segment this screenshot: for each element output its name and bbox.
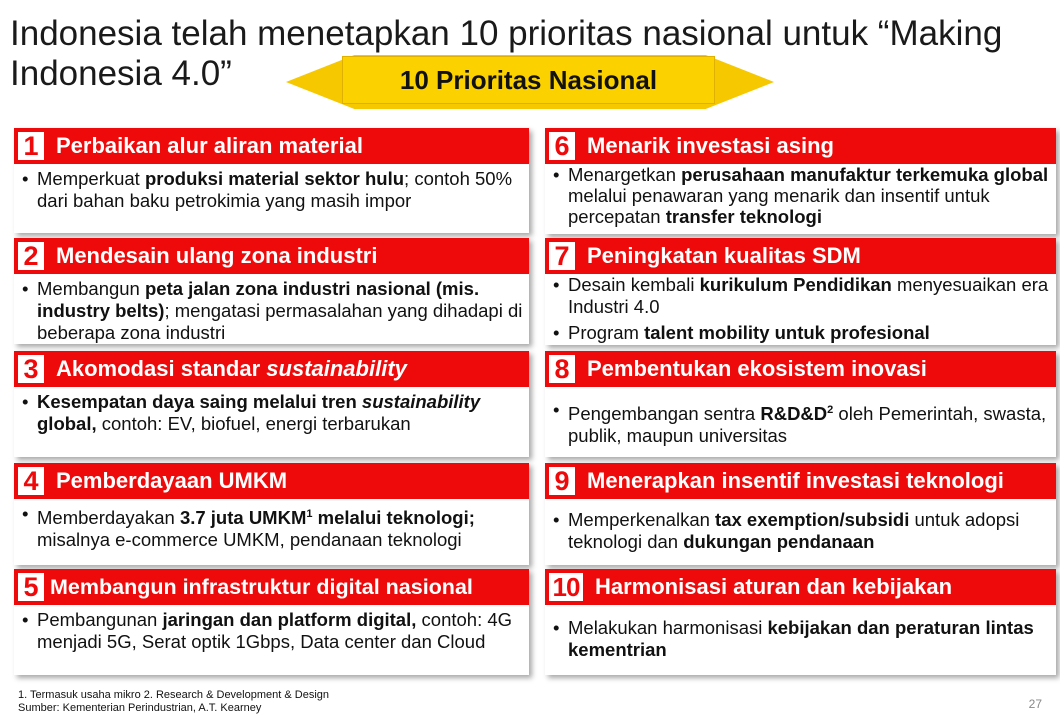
- priority-body: [551, 617, 1050, 671]
- priority-header: [14, 128, 529, 164]
- priority-card-5: [14, 569, 529, 675]
- priority-bullet: • Program talent mobility untuk profesional: [551, 322, 1050, 344]
- priority-bullet: • Memberdayakan 3.7 juta UMKM$^1$ melalui teknologi; misalnya e-commerce UMKM, pendanaan teknologi: [20, 503, 523, 551]
- priority-bullet: • Memperkenalkan tax exemption/subsidi untuk adopsi teknologi dan dukungan pendanaan: [551, 509, 1050, 553]
- priority-header: [545, 128, 1056, 164]
- priority-number: 6: [549, 132, 575, 160]
- priority-header: [545, 351, 1056, 387]
- priority-title: Menarik investasi asing: [587, 133, 834, 158]
- priority-header: [545, 238, 1056, 274]
- priority-title: Pemberdayaan UMKM: [56, 468, 288, 493]
- priority-title: Membangun infrastruktur digital nasional: [50, 574, 473, 599]
- priority-bullet: • Memperkuat produksi material sektor hulu; contoh 50% dari bahan baku petrokimia yang masih impor: [20, 168, 523, 212]
- priority-card-3: [14, 351, 529, 457]
- priority-card-10: [545, 569, 1056, 675]
- priority-bullet: • Kesempatan daya saing melalui tren sustainability global, contoh: EV, biofuel, energi terbarukan: [20, 391, 523, 435]
- priority-card-1: [14, 128, 529, 233]
- priority-title: Menerapkan insentif investasi teknologi: [587, 468, 1004, 493]
- priority-bullet: • Desain kembali kurikulum Pendidikan menyesuaikan era Industri 4.0: [551, 274, 1050, 318]
- priority-body: [551, 399, 1050, 453]
- priority-header: [14, 463, 529, 499]
- priority-number: 9: [549, 467, 575, 495]
- page-title: Indonesia telah menetapkan 10 prioritas nasional untuk “Making Indonesia 4.0”: [10, 14, 1003, 93]
- priority-card-6: [545, 128, 1056, 234]
- priority-header: [14, 238, 529, 274]
- page-number: 27: [1028, 697, 1042, 711]
- priority-body: [20, 391, 523, 453]
- priority-card-7: [545, 238, 1056, 345]
- priority-body: [20, 503, 523, 561]
- priority-title: Peningkatan kualitas SDM: [587, 243, 861, 268]
- priority-header: [14, 351, 529, 387]
- priority-number: 5: [18, 573, 44, 601]
- priority-number: 10: [549, 573, 583, 601]
- priority-title: Akomodasi standar sustainability: [56, 356, 407, 381]
- priority-title: Mendesain ulang zona industri: [56, 243, 378, 268]
- priority-card-8: [545, 351, 1056, 457]
- priority-body: [20, 609, 523, 671]
- priority-number: 3: [18, 355, 44, 383]
- priority-card-2: [14, 238, 529, 344]
- priority-card-9: [545, 463, 1056, 565]
- priority-bullet: • Pengembangan sentra $R\&D\&D^2$ oleh Pemerintah, swasta, publik, maupun universitas: [551, 399, 1050, 447]
- priority-body: [551, 509, 1050, 561]
- priority-number: 2: [18, 242, 44, 270]
- priority-header: [14, 569, 529, 605]
- priority-number: 8: [549, 355, 575, 383]
- priority-bullet: • Menargetkan perusahaan manufaktur terkemuka global melalui penawaran yang menarik dan insentif untuk percepatan transfer teknologi: [551, 164, 1050, 227]
- priority-title: Pembentukan ekosistem inovasi: [587, 356, 927, 381]
- source-note: Sumber: Kementerian Perindustrian, A.T. Kearney: [18, 702, 262, 714]
- priority-body: [551, 274, 1050, 341]
- footnote: 1. Termasuk usaha mikro 2. Research & Development & Design: [18, 689, 329, 701]
- priority-number: 7: [549, 242, 575, 270]
- priority-card-4: [14, 463, 529, 565]
- priority-number: 1: [18, 132, 44, 160]
- priority-title: Perbaikan alur aliran material: [56, 133, 363, 158]
- priority-body: [20, 168, 523, 229]
- priority-body: [20, 278, 523, 343]
- priority-bullet: • Pembangunan jaringan dan platform digital, contoh: 4G menjadi 5G, Serat optik 1Gbps, Data center dan Cloud: [20, 609, 523, 653]
- priority-body: [551, 164, 1050, 230]
- banner-label: 10 Prioritas Nasional: [342, 56, 715, 104]
- priority-header: [545, 569, 1056, 605]
- priority-number: 4: [18, 467, 44, 495]
- priority-title: Harmonisasi aturan dan kebijakan: [595, 574, 953, 599]
- priority-bullet: • Membangun peta jalan zona industri nasional (mis. industry belts); mengatasi permasalahan yang dihadapi di beberapa zona industri: [20, 278, 523, 344]
- priority-header: [545, 463, 1056, 499]
- priority-bullet: • Melakukan harmonisasi kebijakan dan peraturan lintas kementrian: [551, 617, 1050, 661]
